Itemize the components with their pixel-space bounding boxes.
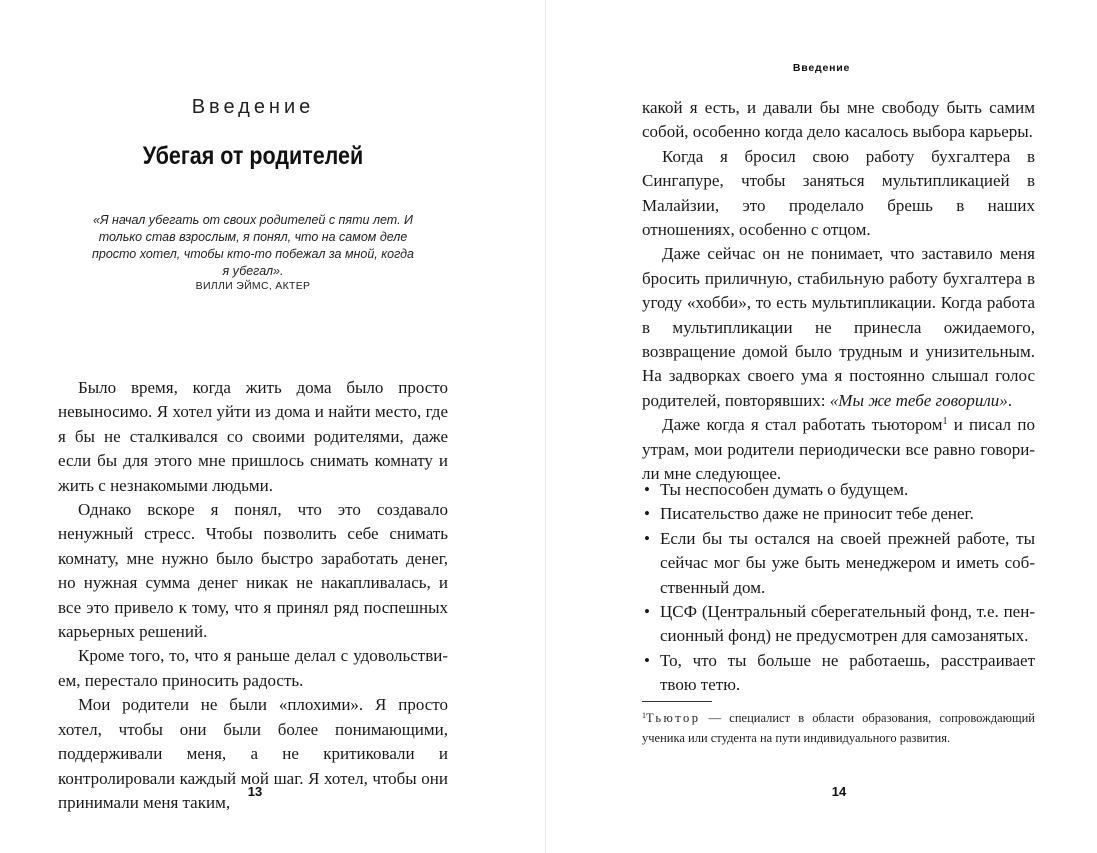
- paragraph: Мои родители не были «плохими». Я просто хотел, чтобы они были более понимающими, поддерживали меня, а не критиковали и контролировали каждый мой шаг. Я хотел, чтобы они принимали меня таким,: [58, 695, 448, 812]
- list-item-text: Ты неспособен думать о будущем.: [660, 480, 909, 499]
- footnote-ref[interactable]: 1: [942, 416, 948, 428]
- bullet-icon: •: [644, 504, 650, 524]
- list-item: [642, 478, 1035, 502]
- list-item-text: Если бы ты остался на своей прежней работе, ты сейчас мог бы уже быть менеджером и иметь собственный дом.: [660, 528, 1035, 597]
- page-number-right: 14: [831, 784, 847, 799]
- list-item-text: Писательство даже не приносит тебе денег.: [660, 504, 974, 524]
- chapter-label: Введение: [191, 96, 315, 118]
- footnote-term: Тьютор: [646, 711, 701, 725]
- left-page: [0, 0, 546, 853]
- left-body-text: [58, 376, 448, 815]
- footnote-text: — специалист в области образования, сопровождающий ученика или студента на пути индивидуального развития.: [642, 711, 1035, 745]
- list-item-text: То, что ты больше не работаешь, расстраивает твою тетю.: [660, 650, 1035, 695]
- bullet-icon: •: [644, 480, 650, 499]
- paragraph: Кроме того, то, что я раньше делал с удовольствием, перестало приносить радость.: [58, 646, 448, 690]
- footnote-divider: [642, 701, 712, 702]
- epigraph-author: ВИЛЛИ ЭЙМС, АКТЕР: [195, 280, 311, 292]
- bullet-list: [642, 478, 1035, 698]
- footnote-number: 1: [642, 711, 646, 720]
- bullet-icon: •: [644, 528, 650, 548]
- paragraph-punctuation: .: [1007, 390, 1012, 410]
- paragraph-text: и писал по утрам, мои родители периодически все равно говорили мне следующее.: [642, 415, 1035, 484]
- list-item: [642, 649, 1035, 698]
- bullet-icon: •: [644, 602, 650, 622]
- running-head: Введение: [792, 62, 851, 74]
- paragraph: Когда я бросил свою работу бухгалтера в Сингапуре, чтобы заняться мультипликацией в Малайзии, это проделало брешь в наших отношениях, особенно с отцом.: [642, 146, 1035, 240]
- footnote: [642, 709, 1035, 748]
- paragraph: какой я есть, и давали бы мне свободу быть самим собой, особенно когда дело касалось выбора карьеры.: [642, 98, 1035, 142]
- paragraph: [642, 242, 1035, 413]
- right-body-text: [642, 96, 1035, 487]
- paragraph-text: Даже сейчас он не понимает, что заставило меня бросить приличную, стабильную работу бухгалтера в угоду «хобби», то есть мультипликации. Когда работа в мультипликации не принесла ожидаемого, возвращение домой было трудным и унизительным. На задворках своего ума я постоянно слышал голос родителей, повторявших:: [642, 244, 1035, 410]
- paragraph-text: Даже когда я стал работать тьютором: [662, 415, 943, 435]
- italic-quote: «Мы же тебе говорили»: [829, 390, 1008, 410]
- paragraph: Однако вскоре я понял, что это создавало ненужный стресс. Чтобы позволить себе снимать комнату, мне нужно было быстро заработать денег, но нужная сумма денег никак не накапливалась, и все это привело к тому, что я принял ряд поспешных карьерных решений.: [58, 500, 448, 642]
- list-item: [642, 502, 1035, 526]
- list-item-text: ЦСФ (Центральный сберегательный фонд, т.е. пенсионный фонд) не предусмотрен для самозанятых.: [660, 602, 1035, 646]
- chapter-title: Убегая от родителей: [142, 142, 364, 170]
- list-item: [642, 600, 1035, 649]
- bullet-icon: •: [644, 650, 650, 670]
- paragraph: Было время, когда жить дома было просто невыносимо. Я хотел уйти из дома и найти место, где я бы не сталкивался со своими родителями, даже если бы для этого мне пришлось снимать комнату и жить с незнакомыми людьми.: [58, 378, 448, 495]
- page-number-left: 13: [247, 784, 263, 799]
- paragraph: [642, 413, 1035, 486]
- list-item: [642, 527, 1035, 600]
- epigraph-quote: «Я начал убегать от своих родителей с пяти лет. И только став взрослым, я понял, что на самом деле просто хотел, чтобы кто-то побежал за мной, когда я убегал».: [92, 213, 414, 278]
